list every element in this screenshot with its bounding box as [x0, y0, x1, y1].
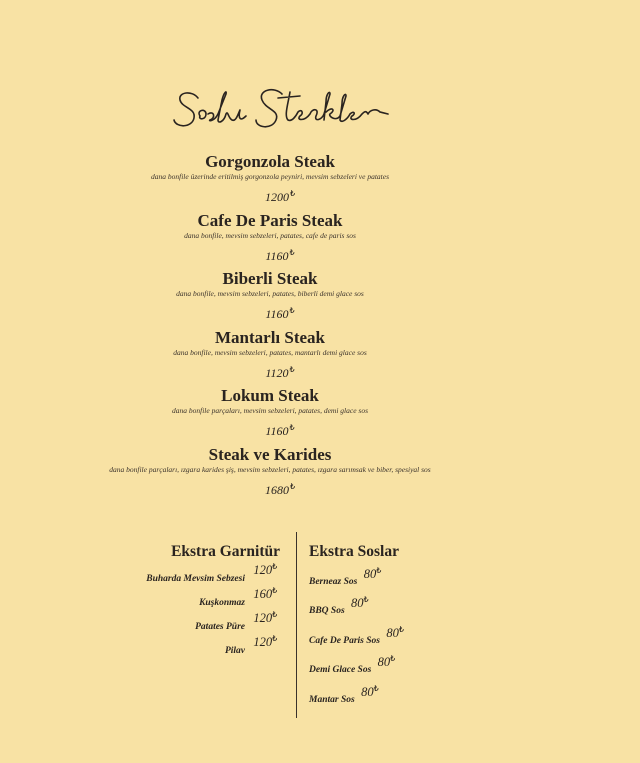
- column-divider: [296, 532, 297, 718]
- dish-item: [0, 211, 560, 270]
- garnish-item: [45, 562, 278, 585]
- dish-price: 1680₺: [264, 481, 296, 497]
- extra-sauces-title: Ekstra Soslar: [309, 543, 399, 560]
- dish-name: Cafe De Paris Steak: [197, 210, 343, 230]
- sauce-price: 80₺: [386, 625, 404, 641]
- dish-price: 1200₺: [264, 189, 296, 204]
- sauce-name: Demi Glace Sos: [309, 665, 372, 676]
- dish-item: [0, 269, 560, 328]
- lira-icon: ₺: [376, 566, 382, 575]
- dish-item: [0, 386, 560, 445]
- lira-icon: ₺: [398, 625, 404, 634]
- dish-name: Lokum Steak: [221, 386, 319, 406]
- lira-icon: ₺: [363, 595, 369, 604]
- dish-price: 1160₺: [265, 306, 295, 322]
- dish-description: dana bonfile üzerinde eritilmiş gorgonzola peyniri, mevsim sebzeleri ve patates: [150, 172, 390, 181]
- dish-description: dana bonfile parçaları, ızgara karides şiş, mevsim sebzeleri, patates, ızgara sarımsak ve biber, spesiyal sos: [109, 464, 431, 474]
- dish-description: dana bonfile, mevsim sebzeleri, patates, mantarlı demi glace sos: [173, 347, 367, 357]
- sauce-item: [309, 684, 379, 706]
- lira-icon: ₺: [289, 364, 295, 374]
- dish-description: dana bonfile parçaları, mevsim sebzeleri, patates, demi glace sos: [171, 406, 368, 416]
- dish-price: 1160₺: [265, 423, 295, 439]
- sauce-item: [309, 566, 382, 588]
- garnish-price: 120₺: [253, 634, 278, 650]
- dish-description: dana bonfile, mevsim sebzeleri, patates, cafe de paris sos: [184, 230, 356, 240]
- sauce-name: Berneaz Sos: [309, 577, 358, 588]
- dish-name: Mantarlı Steak: [214, 327, 326, 347]
- garnish-item: [45, 610, 278, 633]
- garnish-item: [45, 634, 278, 657]
- lira-icon: ₺: [289, 306, 295, 316]
- garnish-name: Kuşkonmaz: [199, 598, 245, 609]
- garnish-price: 120₺: [253, 610, 278, 626]
- lira-icon: ₺: [289, 189, 296, 198]
- sauce-item: [309, 595, 369, 617]
- dish-list: [0, 152, 560, 504]
- lira-icon: ₺: [289, 423, 295, 433]
- section-heading-script: [170, 84, 400, 136]
- section-title-text: [170, 136, 171, 137]
- garnish-name: Buharda Mevsim Sebzesi: [146, 574, 245, 585]
- dish-name: Steak ve Karides: [208, 444, 332, 464]
- extra-garnish-title: Ekstra Garnitür: [171, 543, 280, 560]
- sauce-price: 80₺: [363, 566, 382, 582]
- sauce-price: 80₺: [377, 654, 396, 670]
- sauce-item: [309, 654, 396, 676]
- sauce-item: [309, 625, 404, 647]
- sauce-name: Cafe De Paris Sos: [309, 636, 380, 647]
- lira-icon: ₺: [289, 481, 296, 491]
- garnish-price: 120₺: [253, 562, 278, 578]
- sauce-price: 80₺: [361, 684, 379, 700]
- sauce-name: BBQ Sos: [309, 606, 345, 617]
- lira-icon: ₺: [272, 634, 278, 643]
- garnish-name: Pilav: [224, 646, 245, 657]
- lira-icon: ₺: [390, 654, 396, 663]
- script-title-graphic: [170, 84, 400, 136]
- lira-icon: ₺: [272, 586, 278, 595]
- lira-icon: ₺: [289, 247, 295, 257]
- garnish-price: 160₺: [253, 586, 278, 602]
- dish-name: Biberli Steak: [222, 269, 318, 289]
- lira-icon: ₺: [272, 562, 278, 571]
- dish-name: Gorgonzola Steak: [205, 152, 335, 171]
- garnish-name: Patates Püre: [195, 622, 245, 633]
- dish-price: 1160₺: [265, 247, 295, 263]
- lira-icon: ₺: [272, 610, 278, 619]
- sauce-name: Mantar Sos: [309, 695, 355, 706]
- sauce-price: 80₺: [351, 595, 369, 611]
- lira-icon: ₺: [373, 684, 379, 693]
- garnish-item: [45, 586, 278, 609]
- dish-item: [0, 328, 560, 387]
- dish-price: 1120₺: [265, 364, 295, 380]
- dish-item: [0, 152, 560, 211]
- dish-description: dana bonfile, mevsim sebzeleri, patates, biberli demi glace sos: [176, 289, 364, 299]
- dish-item: [0, 445, 560, 504]
